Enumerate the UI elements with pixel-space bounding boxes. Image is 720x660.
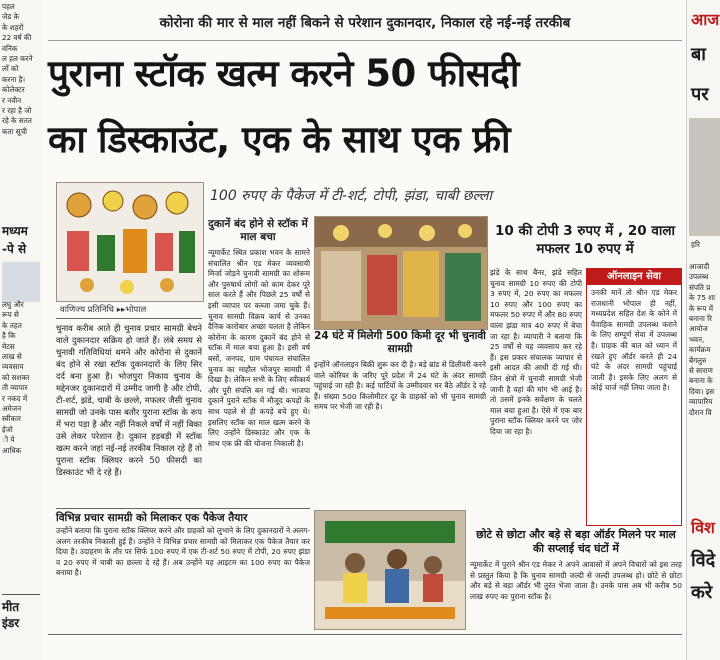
- right-column-text: [689, 262, 715, 418]
- bottom-text: न्यूमार्केट में पुराने श्रीन एड मेकर ने अपने आवासों में अपने विचारों को इस तरह से प्रस्तुत किया है कि चुनाव सामग्री जल्दी से जल्दी उपलब्ध हो। छोटे से छोटा और बड़े से बड़ा ऑर्डर भी तुरंत भेजा जाता है। उनके पास अब भी करीब 50 लाख रुपए का पुराना स्टॉक है।: [470, 560, 682, 601]
- headline-line-1: पुराना स्टॉक खत्म करने 50 फीसदी: [48, 52, 520, 95]
- left-column-2-line: अमेजन: [2, 404, 22, 414]
- left-column-2-line: लघु और: [2, 300, 24, 309]
- left-column-text: [0, 0, 42, 137]
- left-column-line: र रहा है जो: [2, 106, 32, 116]
- left-column-line: लों को: [2, 64, 19, 74]
- left-column-line: कोलेक्टर: [2, 85, 25, 95]
- left-column-line: ल हल करने: [2, 54, 33, 64]
- left-column-line: वनिक: [2, 43, 18, 53]
- right-column-headline-4: करे: [691, 582, 713, 603]
- left-column-2-line: के तहत: [2, 320, 22, 330]
- right-column-line: दिया। इस: [689, 386, 715, 396]
- left-column-2-line: लाख से: [2, 352, 22, 362]
- body-column-3: झंडे के साथ बैनर, झंडे सहित चुनाव सामग्री 10 रुपए की टोपी 3 रुपए में, 20 रुपए का मफलर 10 रुपए और 100 रुपए का मफलर 50 रुपए में और 80 रुपए वाला झंडा मात्र 40 रुपए में बेचा जा रहा है। व्यापारी ने बताया कि 25 वर्षों से यह व्यवसाय कर रहे हैं। इस प्रकार संचालक व्यापार से इसी आदत की आधी दी गई थी। जिन क्षेत्रों में चुनावी सामग्री भेजी जानी है वहां की मांग भी आई है। तो उसमें इनके सर्वेक्षण के चलते माल बचा हुआ है। ऐसे में एक बार पुराना स्टॉक क्लियर करने पर जोर दिया जा रहा है।: [490, 268, 582, 436]
- left-column-line: करना है।: [2, 74, 26, 84]
- left-column-2-line: ईजो: [2, 424, 13, 434]
- col2-heading: दुकानें बंद होने से स्टॉक में माल बचा: [208, 218, 308, 243]
- right-column-line: आजादी: [689, 262, 710, 271]
- left-column-bottom-heading-2: इंडर: [2, 616, 20, 630]
- col2b-heading: 24 घंटे में मिलेगी 500 किमी दूर भी चुनावी सामग्री: [314, 330, 486, 355]
- right-column-line: उपलब्ध: [689, 272, 709, 282]
- left-column-2-line: रूप से: [2, 310, 19, 320]
- package-heading: विभिन्न प्रचार सामग्री को मिलाकर एक पैकेज तैयार: [56, 512, 248, 524]
- online-service-text: उनकी मानें तो श्रीन एड मेकर राजधानी भोपाल ही नहीं, मध्यप्रदेश सहित देश के कोने में वैवाहिक सामग्री उपलब्ध कराने के लिए सम्पूर्ण सेवा में उपलब्ध है। ग्राहक की बात को ध्यान में रखते हुए ऑर्डर करते ही 24 घंटे के अंदर सामग्री पहुंचाई जाती है। इसके लिए अलग से कोई चार्ज नहीं लिया जाता है।: [591, 288, 677, 393]
- merchandise-illustration: [57, 183, 203, 301]
- right-column-line: भवन,: [689, 334, 705, 344]
- right-column-line: के 75 शा: [689, 293, 715, 303]
- left-column-line: पहल: [2, 2, 15, 11]
- left-column-2-line: आधिक: [2, 445, 22, 455]
- left-column-bottom-heading: मीत: [2, 600, 20, 614]
- right-column-photo: [689, 118, 720, 236]
- left-column-line: र नवीन: [2, 95, 22, 105]
- left-column-line: कता सूची: [2, 126, 28, 136]
- left-column-text-2: [2, 300, 29, 456]
- right-column-line: आयोज: [689, 324, 708, 334]
- merchandise-photo: [56, 182, 204, 302]
- left-column-line: 22 वर्ष की: [2, 33, 32, 43]
- left-column-line: रहे के सतत: [2, 116, 32, 126]
- right-column-caption: हरि: [691, 240, 700, 249]
- shop-illustration: [315, 217, 487, 329]
- right-column-heading: आज: [691, 10, 720, 29]
- left-column-line: जेड के: [2, 12, 19, 22]
- left-column-2-line: है कि: [2, 331, 16, 341]
- online-service-heading: ऑनलाइन सेवा: [587, 269, 681, 285]
- left-column-2-line: मेटस: [2, 341, 15, 351]
- left-column-2-line: स्वीकार: [2, 414, 21, 424]
- left-column-2-line: र नकद में: [2, 393, 28, 403]
- right-column-line: बनाना रि: [689, 314, 712, 324]
- right-column-line: के रूप में: [689, 303, 714, 313]
- byline: वाणिज्य प्रतिनिधि ▸▸भोपाल: [60, 305, 147, 315]
- shop-photo: [314, 216, 488, 330]
- body-column-2: न्यूमार्केट स्थित प्रकाश भवन के सामने संचालित श्रीन एड मेकर व्यवसायी मिर्जा जोड़ने चुनावी सामग्री का शोरूम और पुरुषार्थ लोगों को काम देकर पूरे साल करते हैं और पिछले 25 वर्षों से इसी व्यापार पर कब्जा जमा चुके हैं। चुनाव सामग्री विक्रय कार्य से उनका दैनिक कारोबार अच्छा चलता है लेकिन कोरोना के कारण दुकानें बंद होने से स्टॉक में माल बचा हुआ है। इसी वर्ष बसों, जनपद, ग्राम पंचायत संचालित चुनाव का माहौल भोजपुर सामग्री में दिखा है। लेकिन सभी के लिए स्वीकार्य और पूरी संपत्ति बन गई थी। भाजपा दुकानें पुराने स्टॉक में मौजूद कपड़ों के साथ पहले से ही कपड़े बचे हुए थे। इसलिए स्टॉक का माल खत्म करने के लिए उन्होंने डिस्काउंट और एक के साथ एक फ्री की योजना निकाली है।: [208, 248, 310, 448]
- left-column-2-line: व्यवसाय: [2, 362, 24, 372]
- article-subhead: 100 रुपए के पैकेज में टी-शर्ट, टोपी, झंडा, चाबी छल्ला: [210, 188, 493, 204]
- right-column-headline-3: विदे: [691, 550, 716, 571]
- bottom-heading: छोटे से छोटा और बड़े से बड़ा ऑर्डर मिलने पर माल की सप्लाई चंद घंटों में: [476, 528, 676, 555]
- left-column-2-line: को सशक्त: [2, 372, 30, 382]
- left-column-subheading: -पे से: [2, 242, 27, 256]
- col3-heading: 10 की टोपी 3 रुपए में , 20 वाला मफलर 10 रुपए में: [495, 223, 675, 257]
- shopkeepers-photo: [314, 510, 466, 630]
- right-column-line: बनाना के: [689, 376, 713, 386]
- article-kicker: कोरोना की मार से माल नहीं बिकने से परेशान दुकानदार, निकाल रहे नई-नई तरकीब: [48, 6, 682, 41]
- body-column-2b: इन्होंने ऑनलाइन बिक्री शुरू कर दी है। बड़े ब्रांड से डिलीवरी करने वाले कोरियर के जरिए पूरे प्रदेश में 24 घंटे के अंदर सामग्री पहुंचाई जा रही है। कई पार्टियों के उम्मीदवार घर बैठे ऑर्डर दे रहे हैं। संख्या 500 किलोमीटर दूर के ग्राहकों को भी चुनाव सामग्री समय पर भेजी जा रही है।: [314, 360, 486, 412]
- package-text: उन्होंने बताया कि पुराना स्टॉक क्लियर करने और ग्राहकों को लुभाने के लिए दुकानदारों ने अलग-अलग तरकीब निकाली हुई हैं। उन्होंने ने विभिन्न प्रचार सामग्री को मिलाकर एक पैकेज तैयार कर दिया है। उदाहरण के तौर पर सिर्फ 100 रुपए में एक टी-शर्ट 50 रुपए में टोपी, 20 रुपए झंडा व 20 रुपए में चाबी का छल्ला दे रहे हैं। अब उन्होंने यह आइटम का 100 रुपए का पैकेज बनाया है।: [56, 526, 310, 578]
- right-adjacent-column: [686, 0, 720, 660]
- online-service-box: [586, 268, 682, 526]
- shopkeepers-illustration: [315, 511, 465, 629]
- left-adjacent-column: [0, 0, 42, 660]
- right-column-headline-1: बा: [691, 44, 706, 65]
- right-column-line: से साराण: [689, 366, 713, 376]
- headline-line-2: का डिस्काउंट, एक के साथ एक फ्री: [48, 118, 511, 161]
- left-column-heading: मध्यम: [2, 224, 28, 238]
- right-column-line: दौरान वि: [689, 407, 712, 417]
- right-column-heading-2: विश: [691, 518, 715, 537]
- left-column-2-line: ी ये: [2, 435, 15, 445]
- left-column-2-line: ती व्यापार: [2, 383, 28, 393]
- right-column-line: बेंगलुरु: [689, 355, 707, 365]
- right-column-line: संपति प्र: [689, 282, 711, 292]
- right-column-line: कार्यक्रम: [689, 345, 711, 355]
- right-column-line: व्यापारिय: [689, 397, 713, 407]
- right-column-headline-2: पर: [691, 84, 709, 105]
- left-column-photo: [2, 262, 40, 302]
- body-column-1: चुनाव करीब आते ही चुनाव प्रचार सामग्री बेचने वाले दुकानदार सक्रिय हो जाते हैं। लंबे समय से चुनावी गतिविधियां थमने और कोरोना से दुकानें बंद होने से रखा स्टॉक दुकानदारों के लिए सिर दर्द बना हुआ है। भोजपुरा निकाय चुनाव के मद्देनजर दुकानदारों में उम्मीद जागी है और टोपी, टी-शर्ट, झंडे, चाबी के छल्ले, मफलर जैसी चुनाव सामग्री जो उनके पास बतौर पुराना स्टॉक के रूप में भरा पड़ा है और नहीं निकले वर्षों में नहीं बिका उसे लेकर परेशान है। दुकान हड़बड़ी में स्टॉक खत्म करने जहां नई-नई तरकीब निकाल रहे हैं तो पुराना स्टॉक क्लियर करने 50 फीसदी का डिस्काउंट भी दे रहे हैं।: [56, 323, 202, 477]
- left-column-line: के शहरों: [2, 22, 24, 32]
